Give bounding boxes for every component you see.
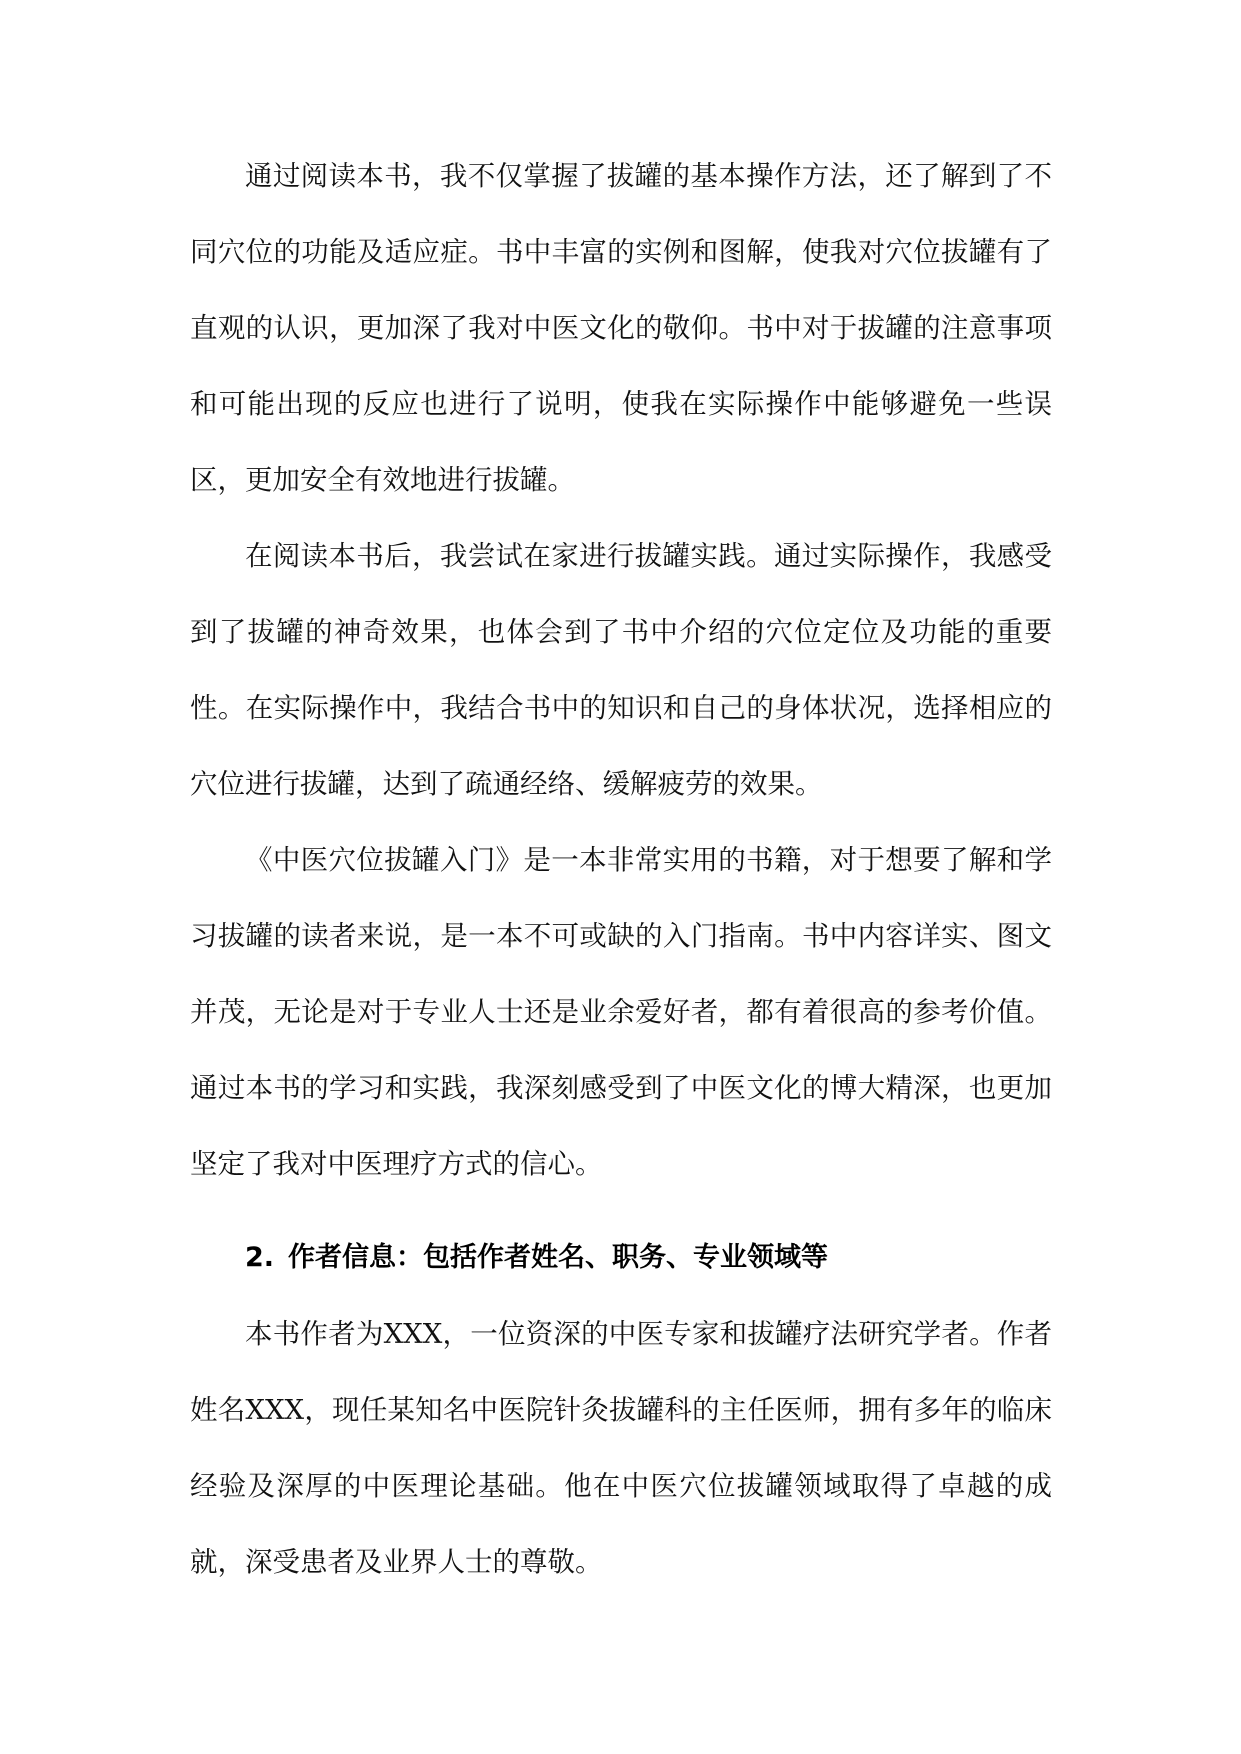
- paragraph-practice: 在阅读本书后，我尝试在家进行拔罐实践。通过实际操作，我感受到了拔罐的神奇效果，也体会到了书中介绍的穴位定位及功能的重要性。在实际操作中，我结合书中的知识和自己的身体状况，选择相应的穴位进行拔罐，达到了疏通经络、缓解疲劳的效果。: [190, 540, 1052, 800]
- section-heading-author-info: [190, 1220, 1052, 1296]
- section-number: 2.: [245, 1242, 275, 1273]
- paragraph-reading-experience: 通过阅读本书，我不仅掌握了拔罐的基本操作方法，还了解到了不同穴位的功能及适应症。书中丰富的实例和图解，使我对穴位拔罐有了直观的认识，更加深了我对中医文化的敬仰。书中对于拔罐的注意事项和可能出现的反应也进行了说明，使我在实际操作中能够避免一些误区，更加安全有效地进行拔罐。: [190, 160, 1052, 496]
- paragraph-book-evaluation: 《中医穴位拔罐入门》是一本非常实用的书籍，对于想要了解和学习拔罐的读者来说，是一本不可或缺的入门指南。书中内容详实、图文并茂，无论是对于专业人士还是业余爱好者，都有着很高的参考价值。通过本书的学习和实践，我深刻感受到了中医文化的博大精深，也更加坚定了我对中医理疗方式的信心。: [190, 844, 1052, 1180]
- section-title: 作者信息：包括作者姓名、职务、专业领域等: [288, 1242, 829, 1273]
- paragraph-author-info: 本书作者为XXX，一位资深的中医专家和拔罐疗法研究学者。作者姓名XXX，现任某知名中医院针灸拔罐科的主任医师，拥有多年的临床经验及深厚的中医理论基础。他在中医穴位拔罐领域取得了卓越的成就，深受患者及业界人士的尊敬。: [190, 1318, 1052, 1578]
- document-body: [190, 138, 1052, 1600]
